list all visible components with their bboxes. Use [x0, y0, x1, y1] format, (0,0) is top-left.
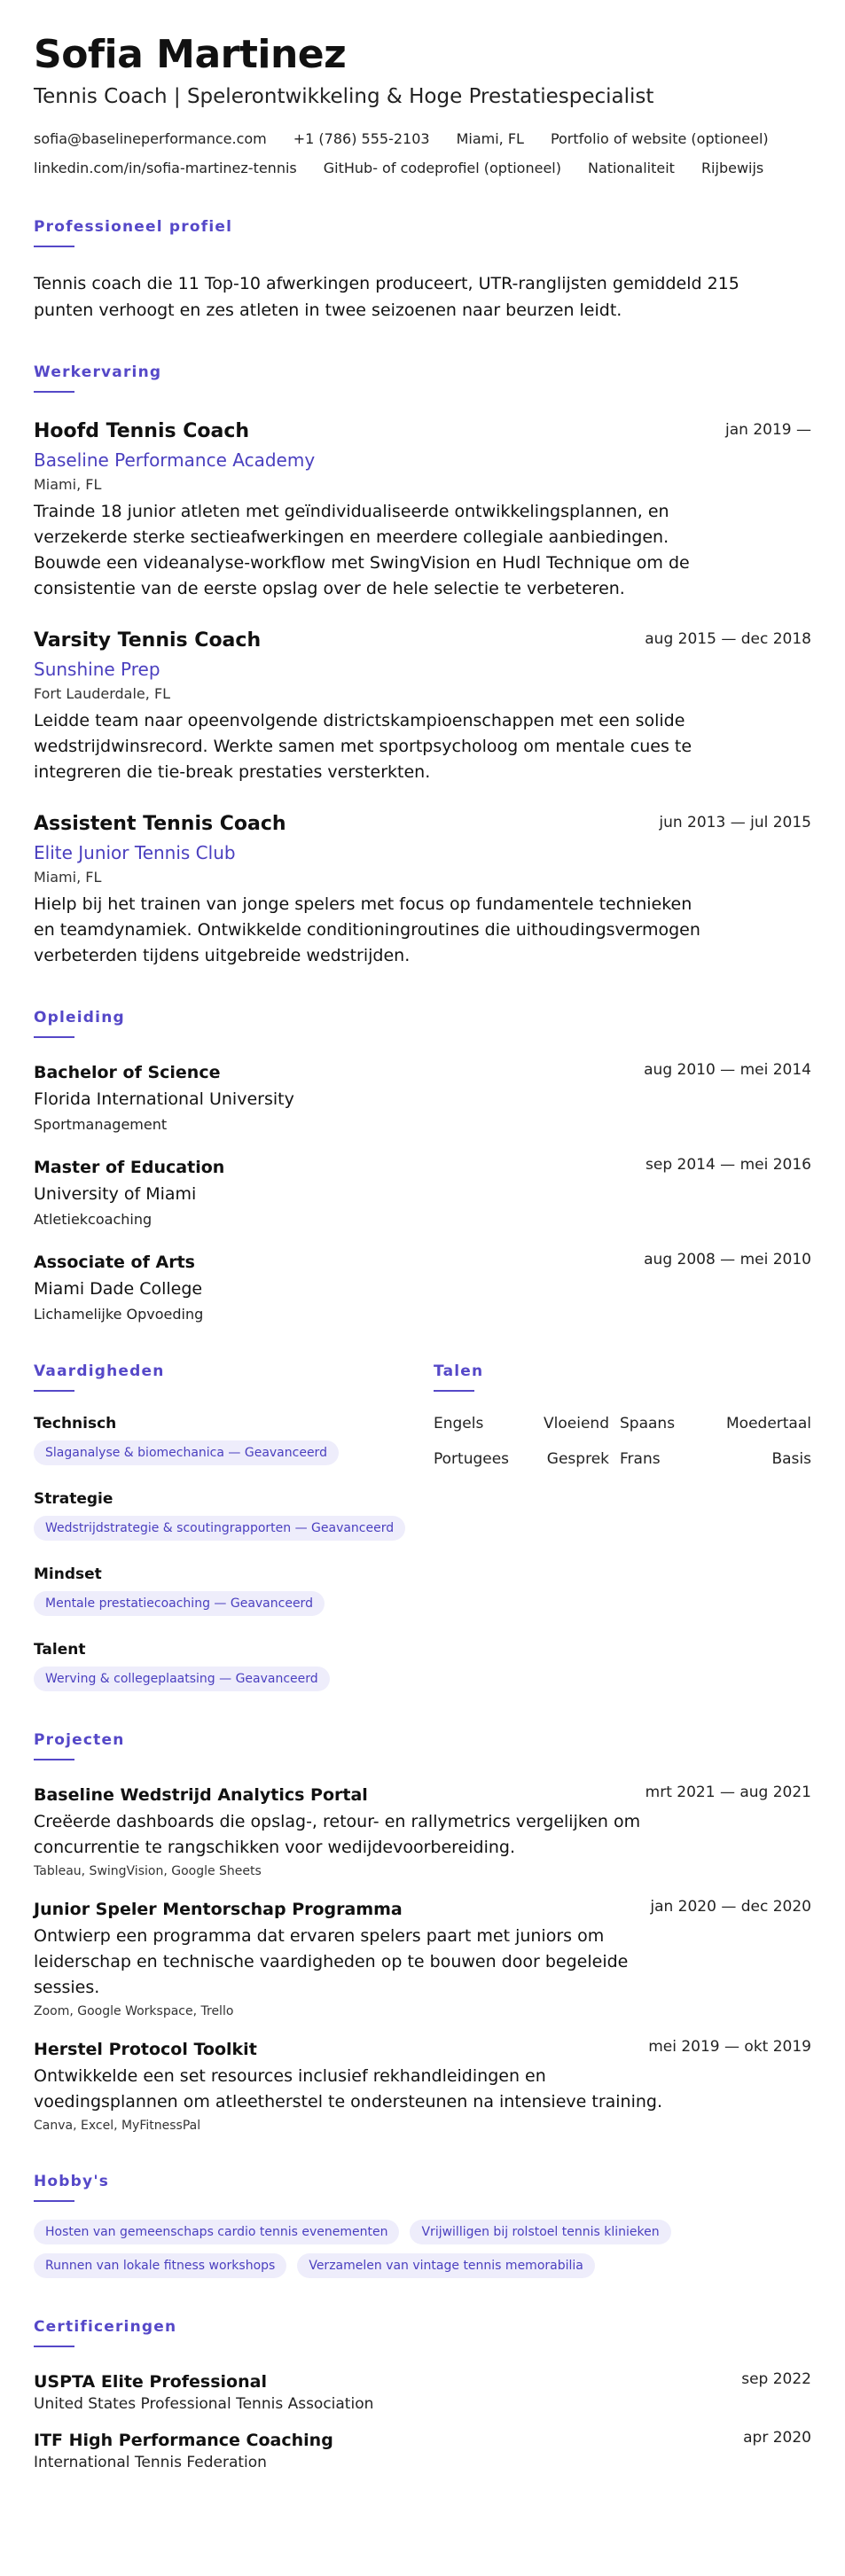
section-divider [34, 1759, 74, 1760]
section-divider [34, 246, 74, 247]
project-description: Ontwikkelde een set resources inclusief rekhandleidingen en voedingsplannen om atleetherstel te ondersteunen na intensieve training. [34, 2066, 663, 2112]
language-level: Vloeiend [544, 1415, 609, 1432]
job-employer: Elite Junior Tennis Club [34, 842, 236, 863]
section-divider [34, 2346, 74, 2347]
section-title-hobbies: Hobby's [34, 2173, 110, 2190]
hobby-chip: Runnen van lokale fitness workshops [34, 2253, 286, 2278]
section-title-projects: Projecten [34, 1731, 125, 1749]
skill-chip: Mentale prestatiecoaching — Geavanceerd [34, 1591, 325, 1616]
education-entry [34, 1251, 811, 1323]
languages-section [434, 1362, 811, 1691]
languages-grid [434, 1415, 811, 1468]
project-entry [34, 2038, 811, 2133]
education-field: Lichamelijke Opvoeding [34, 1306, 204, 1323]
section-title-profile: Professioneel profiel [34, 218, 233, 236]
project-title: Junior Speler Mentorschap Programma [34, 1900, 403, 1919]
contact-nationality: Nationaliteit [587, 160, 675, 176]
section-divider [34, 1036, 74, 1038]
profile-section [34, 217, 811, 324]
contact-row-2 [34, 159, 811, 178]
job-title: Varsity Tennis Coach [34, 629, 262, 652]
job-title: Hoofd Tennis Coach [34, 420, 250, 442]
section-title-education: Opleiding [34, 1009, 125, 1026]
project-title: Baseline Wedstrijd Analytics Portal [34, 1785, 368, 1805]
job-employer: Sunshine Prep [34, 659, 160, 680]
hobby-chip: Verzamelen van vintage tennis memorabilia [297, 2253, 595, 2278]
job-description: Leidde team naar opeenvolgende districtskampioenschappen met een solide wedstrijdwinsrecord. Werkte samen met sportpsycholoog om mentale cues te integreren die tie-break prestaties versterkten. [34, 711, 692, 782]
skill-category: Strategie [34, 1490, 113, 1508]
skill-chip: Wedstrijdstrategie & scoutingrapporten — Geavanceerd [34, 1516, 405, 1541]
section-title-experience: Werkervaring [34, 363, 162, 381]
skill-group [34, 1490, 434, 1541]
language-name: Spaans [620, 1415, 676, 1432]
profile-summary: Tennis coach die 11 Top-10 afwerkingen produceert, UTR-ranglijsten gemiddeld 215 punten verhoogt en zes atleten in twee seizoenen naar beurzen leidt. [34, 274, 739, 320]
project-dates: jan 2020 — dec 2020 [650, 1898, 811, 1916]
language-name: Portugees [434, 1450, 510, 1468]
certification-name: ITF High Performance Coaching [34, 2431, 333, 2450]
section-title-skills: Vaardigheden [34, 1362, 165, 1380]
certification-entry [34, 2370, 811, 2413]
project-tools: Canva, Excel, MyFitnessPal [34, 2119, 201, 2133]
project-dates: mei 2019 — okt 2019 [648, 2038, 811, 2056]
skill-group [34, 1415, 434, 1465]
resume-header [34, 32, 811, 178]
language-level: Basis [771, 1450, 811, 1468]
education-degree: Bachelor of Science [34, 1063, 221, 1082]
education-dates: aug 2010 — mei 2014 [644, 1061, 811, 1079]
job-dates: aug 2015 — dec 2018 [645, 630, 811, 648]
language-level: Moedertaal [726, 1415, 811, 1432]
language-name: Engels [434, 1415, 484, 1432]
education-field: Sportmanagement [34, 1116, 168, 1133]
project-dates: mrt 2021 — aug 2021 [645, 1784, 811, 1801]
language-name: Frans [620, 1450, 661, 1468]
section-divider [434, 1390, 474, 1392]
candidate-name: Sofia Martinez [34, 32, 347, 77]
experience-entry [34, 419, 811, 602]
education-entry [34, 1156, 811, 1228]
project-entry [34, 1898, 811, 2018]
project-title: Herstel Protocol Toolkit [34, 2040, 257, 2059]
education-school: Miami Dade College [34, 1279, 203, 1299]
education-degree: Master of Education [34, 1158, 225, 1177]
skill-group [34, 1641, 434, 1691]
project-description: Ontwierp een programma dat ervaren spelers paart met juniors om leiderschap en technische vaardigheden op te bouwen door begeleide sessies. [34, 1926, 629, 1997]
education-dates: sep 2014 — mei 2016 [645, 1156, 811, 1174]
skill-chip: Slaganalyse & biomechanica — Geavanceerd [34, 1440, 339, 1465]
hobbies-section [34, 2172, 811, 2278]
section-title-certifications: Certificeringen [34, 2318, 177, 2336]
contact-email[interactable]: sofia@baselineperformance.com [34, 130, 267, 147]
job-location: Miami, FL [34, 476, 102, 493]
contact-portfolio[interactable]: Portfolio of website (optioneel) [550, 130, 769, 147]
certification-date: apr 2020 [743, 2429, 811, 2447]
candidate-headline: Tennis Coach | Spelerontwikkeling & Hoge Prestatiespecialist [34, 85, 654, 108]
certification-issuer: United States Professional Tennis Association [34, 2395, 374, 2413]
projects-section [34, 1730, 811, 2133]
certifications-section [34, 2317, 811, 2471]
section-divider [34, 391, 74, 393]
skills-languages-row [34, 1362, 811, 1691]
contact-github[interactable]: GitHub- of codeprofiel (optioneel) [323, 160, 561, 176]
job-title: Assistent Tennis Coach [34, 813, 286, 835]
job-dates: jun 2013 — jul 2015 [659, 814, 811, 831]
job-description: Hielp bij het trainen van jonge spelers met focus op fundamentele technieken en teamdynamiek. Ontwikkelde conditioningroutines die uithoudingsvermogen verbeterden tijdens uitgebreide wedstrijden. [34, 894, 700, 965]
project-tools: Tableau, SwingVision, Google Sheets [34, 1864, 262, 1878]
skill-chip: Werving & collegeplaatsing — Geavanceerd [34, 1667, 330, 1691]
education-section [34, 1008, 811, 1323]
contact-location: Miami, FL [456, 130, 524, 147]
skills-section [34, 1362, 434, 1691]
certification-name: USPTA Elite Professional [34, 2372, 267, 2392]
job-location: Miami, FL [34, 869, 102, 886]
skill-group [34, 1565, 434, 1616]
project-description: Creëerde dashboards die opslag-, retour- en rallymetrics vergelijken om concurrentie te rangschikken voor wedijdevoorbereiding. [34, 1812, 641, 1857]
skill-category: Mindset [34, 1565, 102, 1583]
experience-entry [34, 812, 811, 969]
contact-phone[interactable]: +1 (786) 555-2103 [293, 130, 430, 147]
hobby-chip: Hosten van gemeenschaps cardio tennis evenementen [34, 2220, 399, 2244]
education-dates: aug 2008 — mei 2010 [644, 1251, 811, 1268]
education-entry [34, 1061, 811, 1133]
project-entry [34, 1784, 811, 1878]
education-school: University of Miami [34, 1184, 197, 1204]
contact-drivers-license: Rijbewijs [700, 160, 764, 176]
job-employer: Baseline Performance Academy [34, 449, 316, 471]
section-title-languages: Talen [434, 1362, 484, 1380]
experience-section [34, 363, 811, 969]
certification-entry [34, 2429, 811, 2471]
education-field: Atletiekcoaching [34, 1211, 153, 1228]
experience-entry [34, 628, 811, 785]
hobby-chip: Vrijwilligen bij rolstoel tennis klinieken [410, 2220, 670, 2244]
project-tools: Zoom, Google Workspace, Trello [34, 2004, 234, 2018]
skill-category: Technisch [34, 1415, 117, 1432]
job-location: Fort Lauderdale, FL [34, 685, 171, 702]
job-description: Trainde 18 junior atleten met geïndividualiseerde ontwikkelingsplannen, en verzekerde sterke sectieafwerkingen en meerdere collegiale aanbiedingen. Bouwde een videanalyse-workflow met SwingVision en Hudl Technique om de consistentie van de eerste opslag over de hele selectie te verbeteren. [34, 502, 690, 598]
contact-row-1 [34, 129, 811, 149]
section-divider [34, 2200, 74, 2202]
section-divider [34, 1390, 74, 1392]
education-school: Florida International University [34, 1089, 294, 1109]
job-dates: jan 2019 — [725, 421, 811, 439]
certification-date: sep 2022 [741, 2370, 811, 2388]
language-level: Gesprek [546, 1450, 609, 1468]
certification-issuer: International Tennis Federation [34, 2454, 267, 2471]
contact-linkedin[interactable]: linkedin.com/in/sofia-martinez-tennis [34, 160, 297, 176]
hobby-list [34, 2220, 708, 2278]
education-degree: Associate of Arts [34, 1253, 195, 1272]
skill-category: Talent [34, 1641, 86, 1659]
